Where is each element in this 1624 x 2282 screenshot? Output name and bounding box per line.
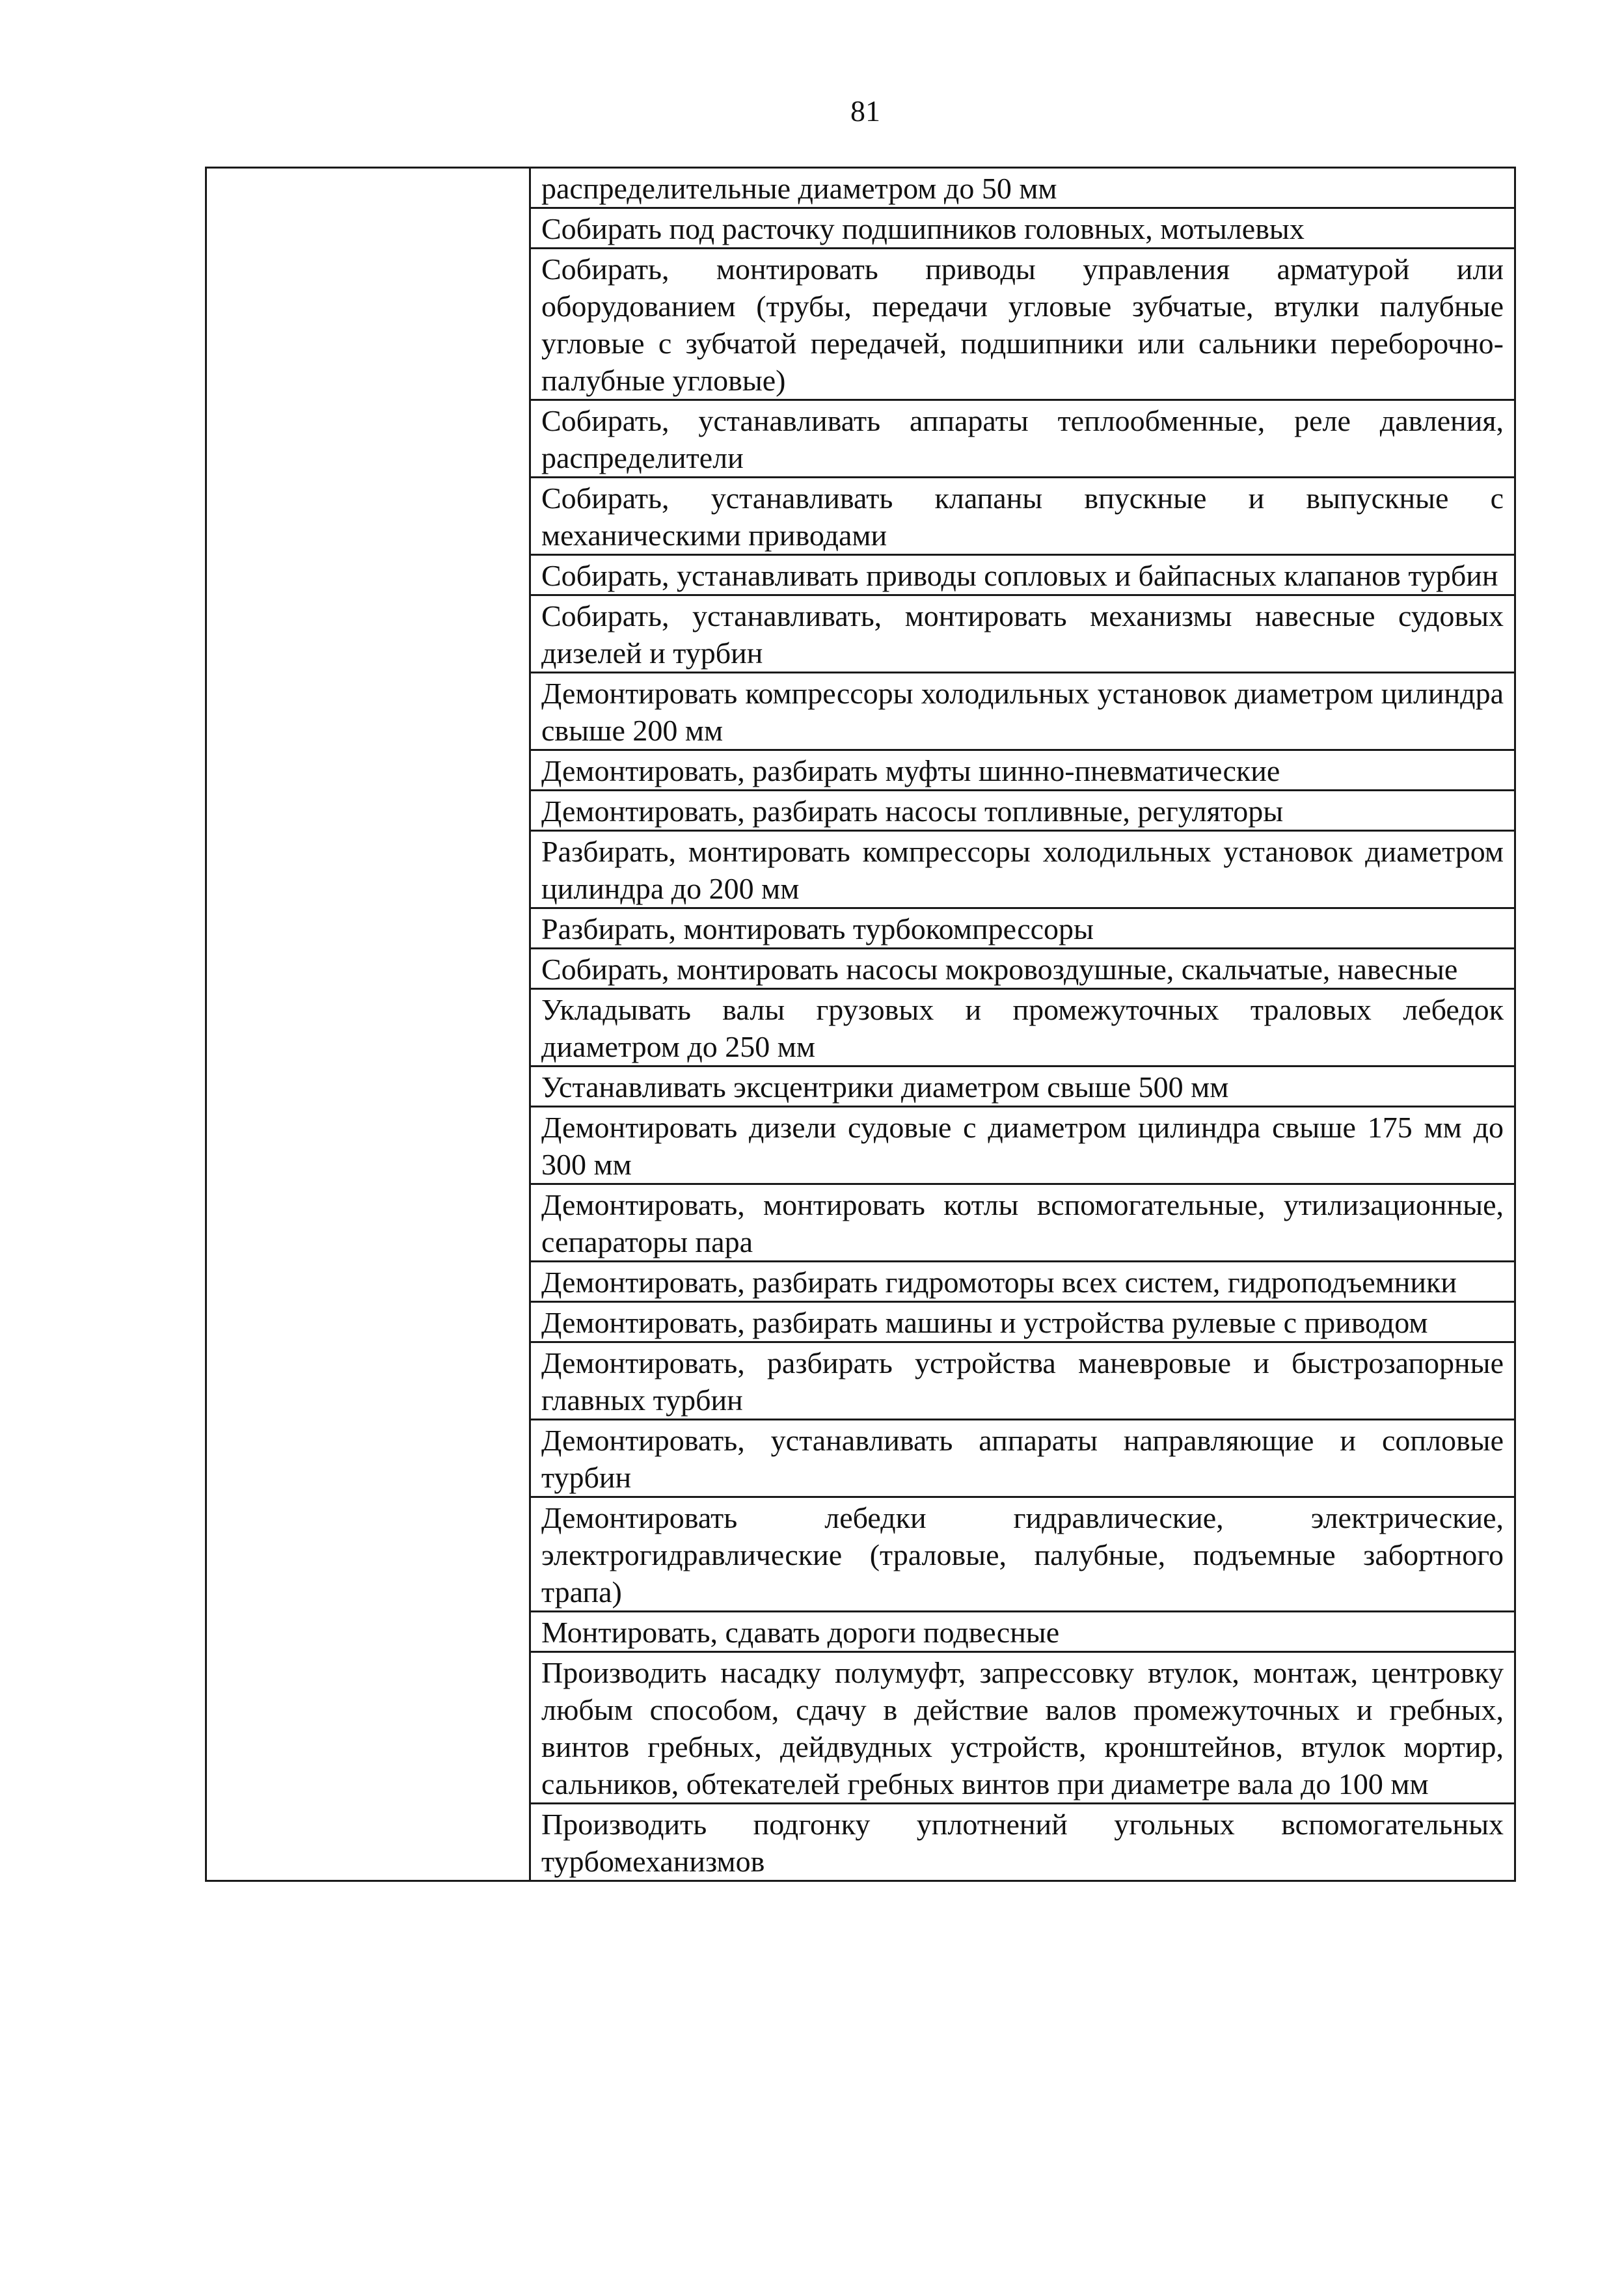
- work-item: Разбирать, монтировать турбокомпрессоры: [531, 909, 1514, 949]
- work-item: Собирать, монтировать насосы мокровоздушные, скальчатые, навесные: [531, 949, 1514, 990]
- work-item: Демонтировать, разбирать устройства маневровые и быстрозапорные главных турбин: [531, 1343, 1514, 1420]
- work-item: Собирать, устанавливать аппараты теплообменные, реле давления, распределители: [531, 401, 1514, 478]
- work-item: Производить насадку полумуфт, запрессовку втулок, монтаж, центровку любым способом, сдачу в действие валов промежуточных и гребных, винтов гребных, дейдвудных устройств, кронштейнов, втулок мортир, сальников, обтекателей гребных винтов при диаметре вала до 100 мм: [531, 1653, 1514, 1804]
- work-item: Демонтировать, разбирать машины и устройства рулевые с приводом: [531, 1303, 1514, 1343]
- table-right-cell: [530, 168, 1515, 1881]
- table-left-cell-empty: [206, 168, 530, 1881]
- work-item: Собирать под расточку подшипников головных, мотылевых: [531, 209, 1514, 249]
- work-item: Монтировать, сдавать дороги подвесные: [531, 1612, 1514, 1653]
- work-item: Производить подгонку уплотнений угольных вспомогательных турбомеханизмов: [541, 1808, 1504, 1878]
- work-item: Устанавливать эксцентрики диаметром свыше 500 мм: [531, 1067, 1514, 1107]
- work-item: Демонтировать, монтировать котлы вспомогательные, утилизационные, сепараторы пара: [531, 1185, 1514, 1262]
- work-item: Разбирать, монтировать компрессоры холодильных установок диаметром цилиндра до 200 мм: [531, 832, 1514, 909]
- work-item: Демонтировать, разбирать гидромоторы всех систем, гидроподъемники: [531, 1262, 1514, 1303]
- work-item: распределительные диаметром до 50 мм: [531, 169, 1514, 209]
- work-item: Собирать, устанавливать клапаны впускные и выпускные с механическими приводами: [531, 478, 1514, 556]
- work-item: Собирать, монтировать приводы управления арматурой или оборудованием (трубы, передачи угловые зубчатые, втулки палубные угловые с зубчатой передачей, подшипники или сальники переборочно-палубные угловые): [531, 249, 1514, 401]
- work-item: Укладывать валы грузовых и промежуточных траловых лебедок диаметром до 250 мм: [531, 990, 1514, 1067]
- work-item: Демонтировать, устанавливать аппараты направляющие и сопловые турбин: [531, 1420, 1514, 1498]
- work-item: Собирать, устанавливать приводы сопловых и байпасных клапанов турбин: [531, 556, 1514, 596]
- work-item: Демонтировать дизели судовые с диаметром цилиндра свыше 175 мм до 300 мм: [531, 1107, 1514, 1185]
- work-item: Демонтировать, разбирать муфты шинно-пневматические: [531, 751, 1514, 791]
- work-item: Демонтировать компрессоры холодильных установок диаметром цилиндра свыше 200 мм: [531, 673, 1514, 751]
- work-table: [205, 167, 1516, 1882]
- table-row: [206, 168, 1515, 1881]
- work-item: Собирать, устанавливать, монтировать механизмы навесные судовых дизелей и турбин: [531, 596, 1514, 673]
- work-item: Демонтировать, разбирать насосы топливные, регуляторы: [531, 791, 1514, 832]
- work-item: Демонтировать лебедки гидравлические, электрические, электрогидравлические (траловые, палубные, подъемные забортного трапа): [531, 1498, 1514, 1612]
- page-number: 81: [850, 94, 880, 128]
